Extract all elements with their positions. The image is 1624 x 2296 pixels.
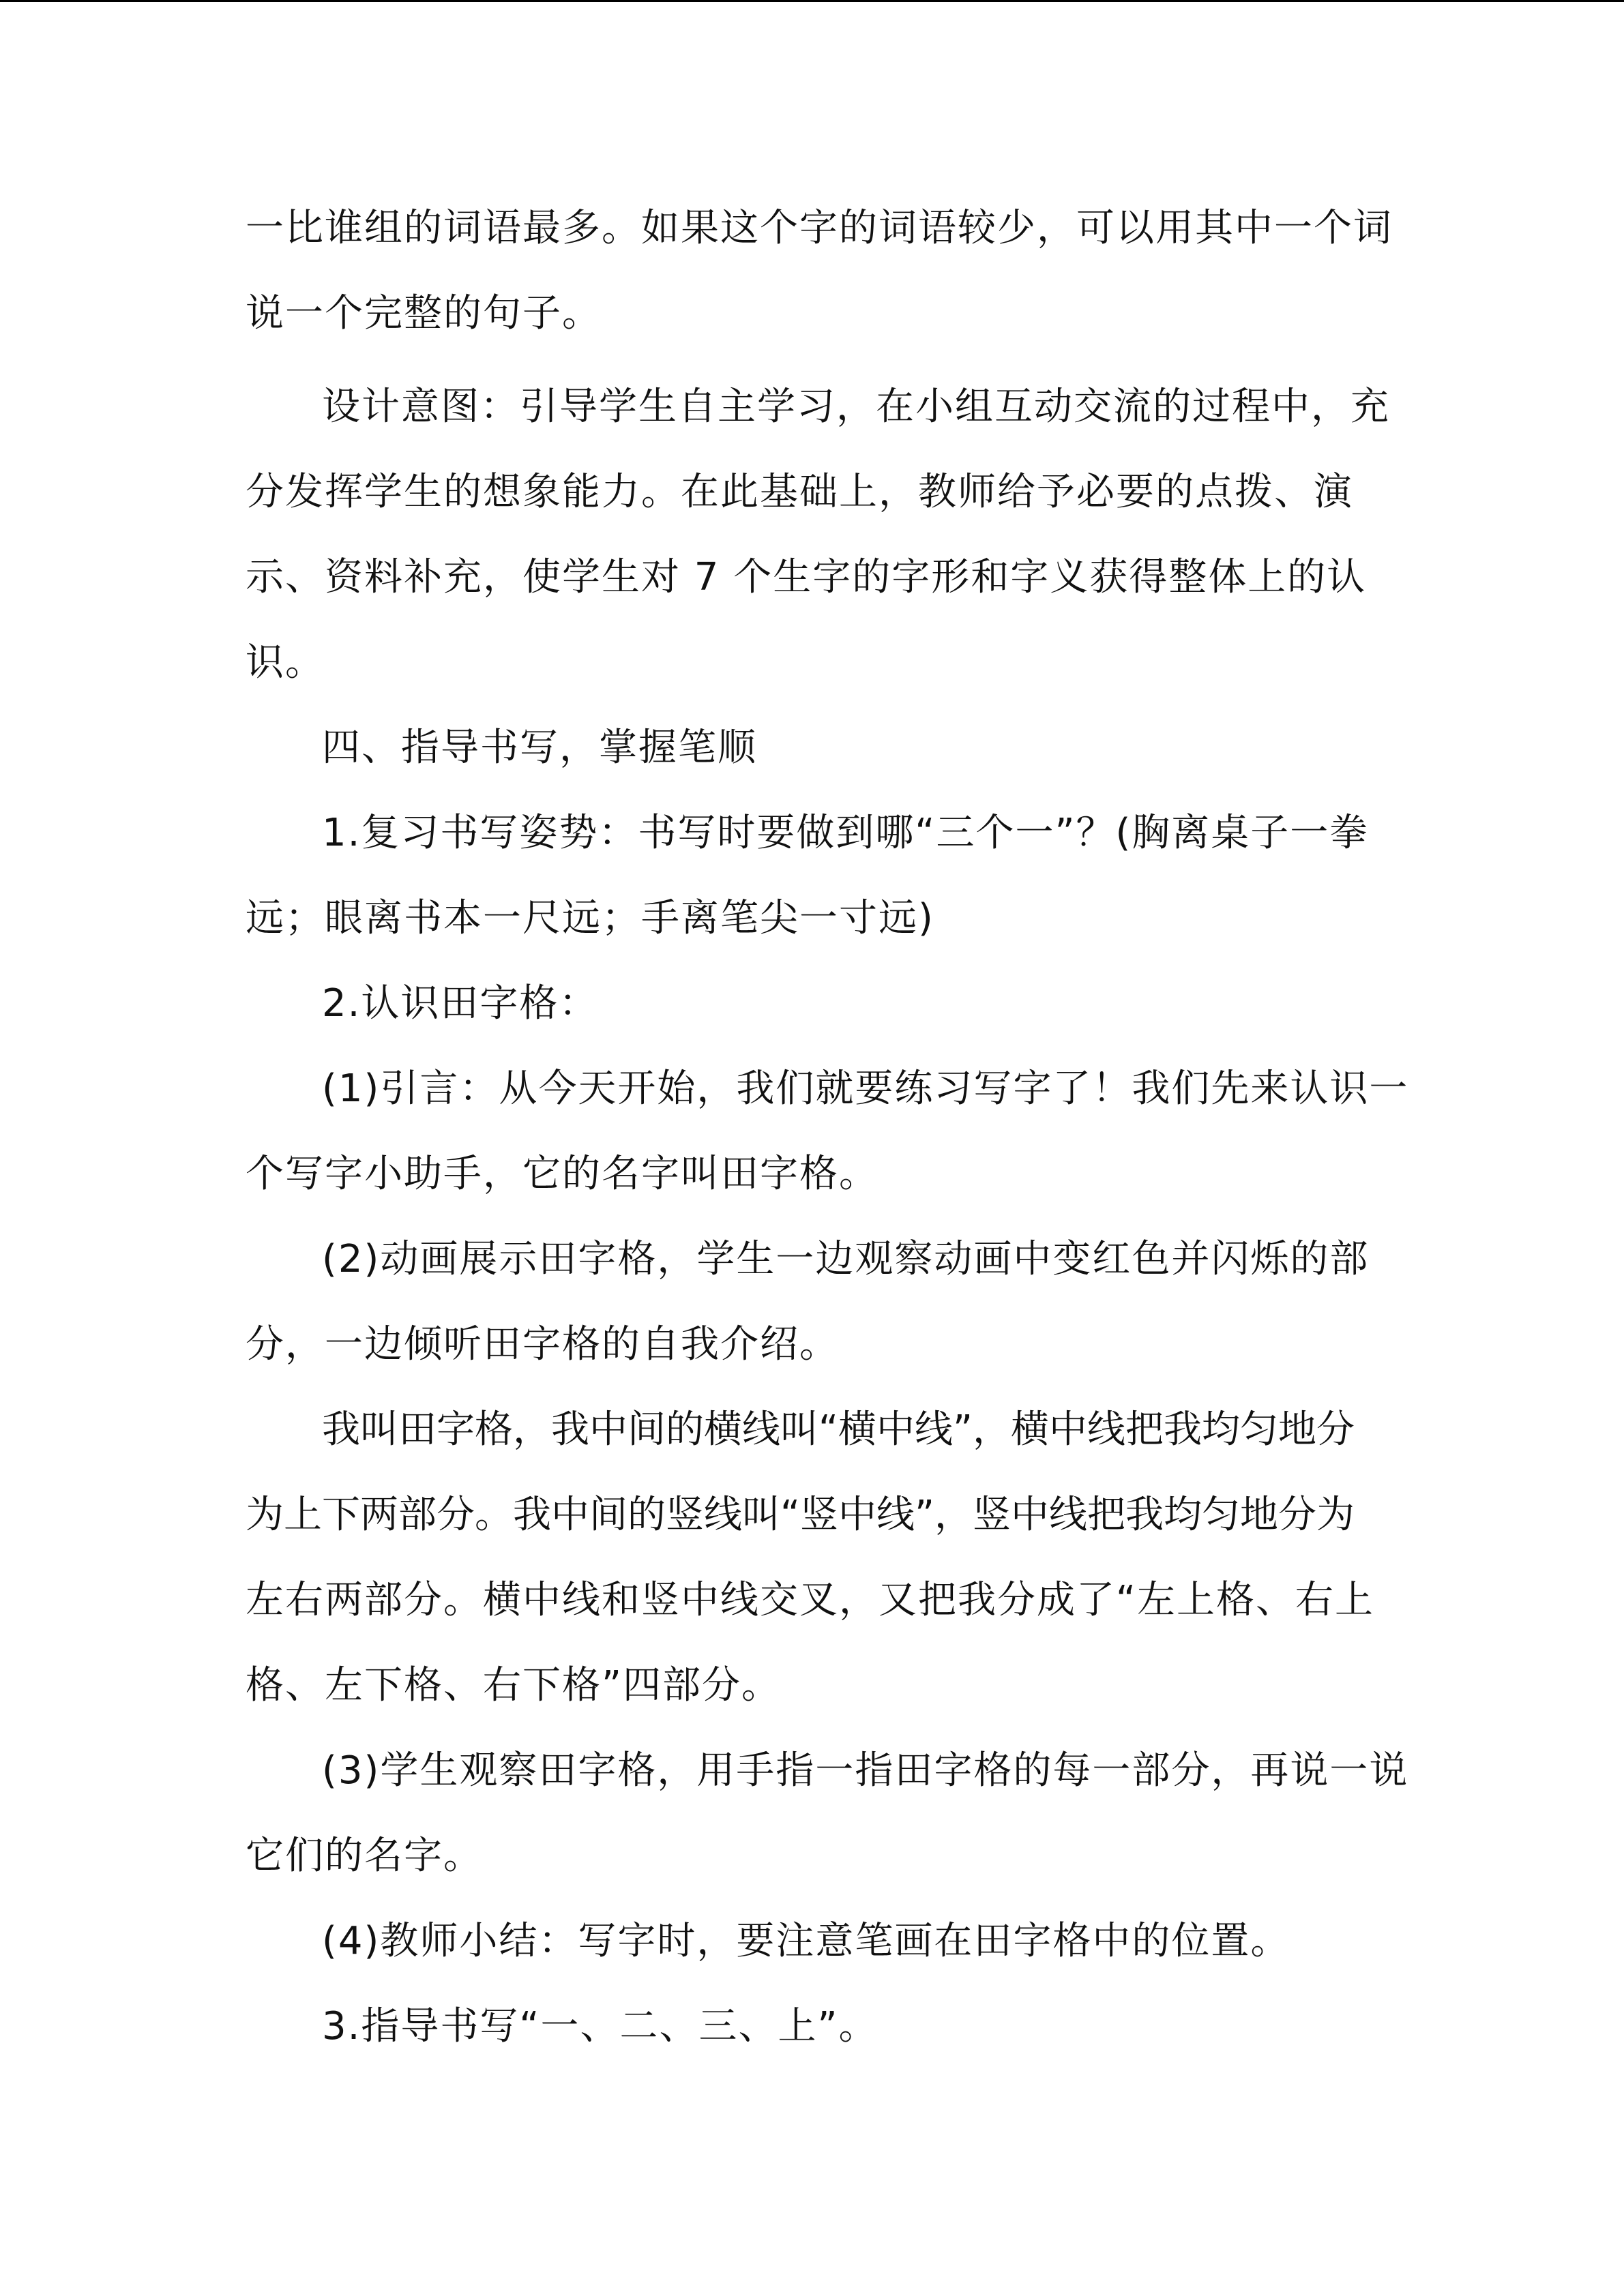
text-line: 为上下两部分。我中间的竖线叫“竖中线”，竖中线把我均匀地分为 bbox=[246, 1493, 1355, 1537]
text-line: 我叫田字格，我中间的横线叫“横中线”，横中线把我均匀地分 bbox=[322, 1407, 1355, 1452]
text-line: 设计意图：引导学生自主学习，在小组互动交流的过程中，充 bbox=[322, 385, 1390, 429]
text-line: 个写字小助手，它的名字叫田字格。 bbox=[246, 1152, 879, 1196]
text-line: 3.指导书写“一、二、三、上”。 bbox=[322, 2004, 879, 2048]
text-line: 识。 bbox=[246, 640, 325, 685]
text-line: 分，一边倾听田字格的自我介绍。 bbox=[246, 1322, 839, 1367]
text-line: (3)学生观察田字格，用手指一指田字格的每一部分，再说一说 bbox=[322, 1748, 1409, 1793]
text-line: 一比谁组的词语最多。如果这个字的词语较少，可以用其中一个词 bbox=[246, 206, 1393, 250]
text-line: 1.复习书写姿势：书写时要做到哪“三个一”？(胸离桌子一拳 bbox=[322, 811, 1370, 855]
text-line: (2)动画展示田字格，学生一边观察动画中变红色并闪烁的部 bbox=[322, 1237, 1370, 1281]
text-line: 它们的名字。 bbox=[246, 1834, 483, 1878]
text-line: 说一个完整的句子。 bbox=[246, 291, 602, 336]
text-line: 左右两部分。横中线和竖中线交叉，又把我分成了“左上格、右上 bbox=[246, 1578, 1375, 1622]
text-line: 2.认识田字格： bbox=[322, 981, 599, 1026]
text-line: 分发挥学生的想象能力。在此基础上，教师给予必要的点拨、演 bbox=[246, 470, 1353, 514]
text-line: (1)引言：从今天开始，我们就要练习写字了！我们先来认识一 bbox=[322, 1067, 1409, 1111]
top-border-line bbox=[0, 0, 1624, 2]
text-line: 四、指导书写，掌握笔顺 bbox=[322, 726, 757, 770]
text-line: 示、资料补充，使学生对 7 个生字的字形和字义获得整体上的认 bbox=[246, 555, 1367, 599]
text-line: 格、左下格、右下格”四部分。 bbox=[246, 1663, 782, 1708]
text-line: 远；眼离书本一尺远；手离笔尖一寸远) bbox=[246, 896, 934, 940]
text-line: (4)教师小结：写字时，要注意笔画在田字格中的位置。 bbox=[322, 1919, 1290, 1963]
